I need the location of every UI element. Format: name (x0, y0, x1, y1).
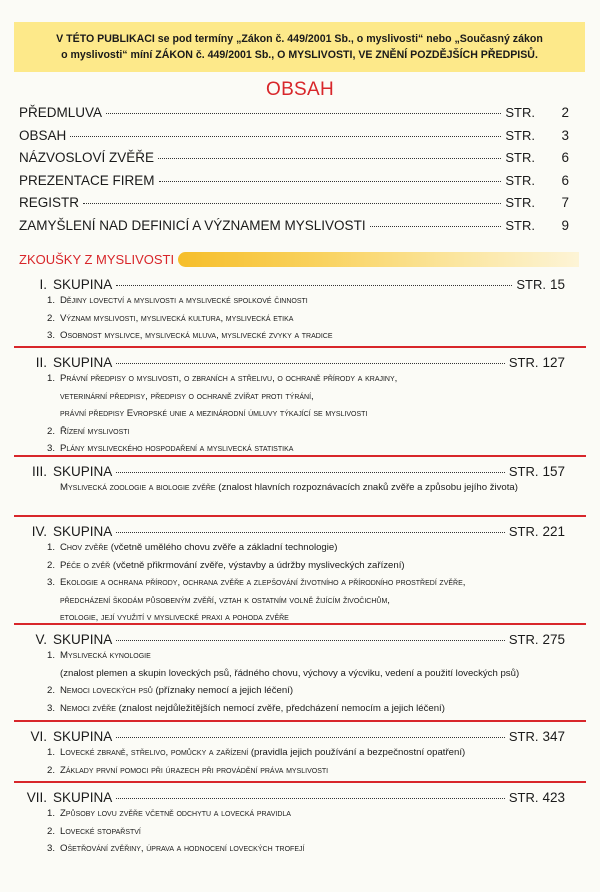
item-title: Nemoci loveckých psů (60, 685, 153, 696)
group-heading[interactable] (0, 464, 565, 479)
item-text (60, 423, 577, 441)
item-title: Ošetřování zvěřiny, úprava a hodnocení loveckých trofejí (60, 843, 305, 854)
group-separator (14, 720, 586, 722)
group-item (47, 405, 577, 423)
toc-entry-label: NÁZVOSLOVÍ ZVĚŘE (19, 150, 155, 165)
item-text (60, 592, 577, 610)
item-number (47, 405, 60, 423)
group-title: SKUPINA (53, 524, 113, 539)
toc-list (19, 105, 569, 240)
toc-entry[interactable] (19, 105, 569, 128)
page-prefix: STR. (505, 172, 535, 188)
item-number: 3. (47, 443, 56, 454)
toc-page-number: 2 (561, 105, 569, 120)
group-title: SKUPINA (53, 355, 113, 370)
item-title: Lovecké stopařství (60, 825, 141, 837)
item-note: (znalost plemen a skupin loveckých psů, řádného chovu, výchovy a výcviku, vedení a použití loveckých psů) (60, 667, 520, 679)
page-title: OBSAH (265, 79, 335, 100)
item-number (47, 388, 60, 406)
group-item (47, 327, 577, 345)
item-text (60, 388, 577, 406)
item-text (60, 327, 577, 345)
item-text (60, 370, 577, 388)
group-item (47, 292, 577, 310)
page-prefix: STR. (516, 277, 546, 292)
group-item (47, 370, 577, 388)
item-number (47, 479, 60, 497)
item-title: veterinární předpisy, předpisy o ochraně zvířat proti týrání, (60, 390, 314, 402)
item-title: Chov zvěře (60, 542, 109, 553)
toc-page-number: 3 (561, 127, 569, 143)
group-item (47, 805, 577, 823)
group-roman-numeral: IV. (31, 524, 47, 539)
item-number: 2. (47, 685, 56, 696)
item-title: Způsoby lovu zvěře včetně odchytu a lovecká pravidla (60, 808, 291, 819)
group-item (47, 682, 577, 700)
group-item (47, 539, 577, 557)
group-page-number: 275 (542, 632, 565, 647)
item-number: 2. (47, 764, 56, 776)
item-note: (včetně přikrmování zvěře, výstavby a údržby mysliveckých zařízení) (112, 559, 405, 571)
page-prefix: STR. (505, 195, 535, 210)
item-number: 1. (47, 542, 56, 553)
dot-leader (116, 363, 505, 364)
item-title: Řízení myslivosti (60, 425, 130, 437)
item-number (47, 609, 60, 627)
group-item (47, 574, 577, 592)
item-title: Nemoci zvěře (60, 702, 116, 714)
item-text (60, 557, 577, 575)
group-page-number: 221 (542, 524, 565, 539)
item-number: 3. (47, 330, 56, 341)
item-text (60, 647, 577, 665)
item-number: 2. (47, 825, 56, 837)
toc-page-number: 9 (561, 217, 569, 233)
group-separator (14, 346, 586, 348)
publication-notice (14, 22, 585, 72)
dot-leader (370, 226, 502, 227)
group-title: SKUPINA (53, 729, 113, 744)
dot-leader (116, 640, 505, 641)
item-text (60, 744, 577, 762)
item-title: Význam myslivosti, myslivecká kultura, myslivecká etika (60, 312, 294, 324)
item-number: 3. (47, 843, 56, 854)
item-note: (příznaky nemocí a jejich léčení) (155, 685, 294, 696)
item-title: Péče o zvěř (60, 559, 111, 571)
group-title: SKUPINA (53, 790, 113, 805)
group-roman-numeral: III. (31, 464, 47, 479)
item-title: Právní předpisy o myslivosti, o zbraních a střelivu, o ochraně přírody a krajiny, (60, 373, 398, 384)
group-roman-numeral: VII. (26, 790, 47, 805)
item-text (60, 700, 577, 718)
group-roman-numeral: II. (35, 355, 47, 370)
toc-entry-label: OBSAH (19, 127, 67, 143)
group-item (47, 700, 577, 718)
exam-section-title: ZKOUŠKY Z MYSLIVOSTI (19, 251, 175, 267)
item-title: Osobnost myslivce, myslivecká mluva, myslivecké zvyky a tradice (60, 330, 333, 341)
group-item (47, 388, 577, 406)
page-prefix: STR. (505, 105, 535, 120)
group-heading[interactable] (0, 524, 565, 539)
item-number: 1. (47, 295, 56, 306)
page-prefix: STR. (505, 150, 535, 165)
group-heading[interactable] (0, 277, 565, 292)
group-roman-numeral: VI. (30, 729, 47, 744)
item-title: Myslivecká zoologie a biologie zvěře (60, 482, 216, 493)
item-title: Myslivecká kynologie (60, 650, 151, 661)
group-separator (14, 515, 586, 517)
notice-line-2: o myslivosti“ míní ZÁKON č. 449/2001 Sb., O MYSLIVOSTI, VE ZNĚNÍ POZDĚJŠÍCH PŘEDPISŮ. (61, 49, 538, 61)
item-number: 1. (47, 650, 56, 661)
group-items (47, 539, 577, 627)
group-title: SKUPINA (53, 277, 113, 292)
group-heading[interactable] (0, 729, 565, 744)
item-text (60, 292, 577, 310)
group-page-number: 423 (542, 790, 565, 805)
page-prefix: STR. (508, 790, 539, 805)
group-item (47, 479, 577, 497)
item-text (60, 539, 577, 557)
group-heading[interactable] (0, 790, 565, 805)
item-number: 3. (47, 577, 56, 588)
item-number: 2. (47, 559, 56, 571)
page-prefix: STR. (508, 729, 539, 744)
group-item (47, 840, 577, 858)
item-text (60, 405, 577, 423)
dot-leader (83, 203, 501, 204)
item-number: 1. (47, 808, 56, 819)
item-number (47, 592, 60, 610)
toc-entry-label: PŘEDMLUVA (19, 105, 103, 120)
item-text (60, 310, 577, 328)
item-number: 1. (47, 747, 56, 758)
page-prefix: STR. (508, 524, 539, 539)
dot-leader (116, 798, 505, 799)
toc-entry[interactable] (19, 128, 569, 151)
notice-line-1: V TÉTO PUBLIKACI se pod termíny „Zákon č. 449/2001 Sb., o myslivosti“ nebo „Současný zákon (56, 33, 543, 45)
item-title: Plány mysliveckého hospodaření a myslivecká statistika (60, 443, 294, 454)
dot-leader (116, 472, 505, 473)
group-item (47, 592, 577, 610)
group-items (47, 805, 577, 858)
dot-leader (159, 181, 502, 182)
toc-page-number: 7 (561, 195, 569, 210)
toc-entry-label: REGISTR (19, 195, 80, 210)
exam-highlight-bar (178, 252, 579, 267)
item-note: (včetně umělého chovu zvěře a základní technologie) (110, 542, 338, 553)
item-text (60, 823, 577, 841)
group-title: SKUPINA (53, 632, 113, 647)
group-item (47, 440, 577, 458)
toc-entry[interactable] (19, 173, 569, 196)
page-prefix: STR. (508, 464, 539, 479)
item-title: Základy první pomoci při úrazech při provádění práva myslivosti (60, 764, 329, 776)
group-title: SKUPINA (53, 464, 113, 479)
item-number: 3. (47, 702, 56, 714)
item-text (60, 574, 577, 592)
item-text (60, 762, 577, 780)
group-heading[interactable] (0, 632, 565, 647)
group-item (47, 762, 577, 780)
group-heading[interactable] (0, 355, 565, 370)
group-page-number: 157 (542, 464, 565, 479)
item-text (60, 840, 577, 858)
item-title: právní předpisy Evropské unie a mezinárodní úmluvy týkající se myslivosti (60, 408, 368, 419)
group-item (47, 423, 577, 441)
item-text (60, 682, 577, 700)
dot-leader (116, 737, 505, 738)
group-separator (14, 781, 586, 783)
group-item (47, 310, 577, 328)
dot-leader (116, 285, 512, 286)
dot-leader (158, 158, 501, 159)
group-item (47, 647, 577, 665)
group-page-number: 127 (542, 355, 565, 370)
group-page-number: 347 (542, 729, 565, 744)
dot-leader (116, 532, 505, 533)
toc-entry-label: ZAMYŠLENÍ NAD DEFINICÍ A VÝZNAMEM MYSLIVOSTI (19, 217, 366, 233)
toc-page-number: 6 (561, 150, 569, 165)
group-roman-numeral: I. (39, 277, 47, 292)
group-items (47, 292, 577, 345)
item-text (60, 609, 577, 627)
item-note: (znalost nejdůležitějších nemocí zvěře, předcházení nemocím a jejich léčení) (118, 702, 445, 714)
exam-section-header (19, 249, 579, 269)
toc-entry[interactable] (19, 150, 569, 173)
item-title: Lovecké zbraně, střelivo, pomůcky a zařízení (60, 747, 249, 758)
group-items (47, 744, 577, 779)
toc-entry[interactable] (19, 195, 569, 218)
group-item (47, 557, 577, 575)
dot-leader (70, 136, 501, 137)
item-note: (znalost hlavních rozpoznávacích znaků zvěře a způsobu jejího života) (218, 482, 518, 493)
item-text (60, 805, 577, 823)
toc-page-number: 6 (561, 172, 569, 188)
group-item (47, 609, 577, 627)
group-items (47, 370, 577, 458)
item-title: Dějiny lovectví a myslivosti a myslivecké spolkové činnosti (60, 295, 308, 306)
item-text (60, 440, 577, 458)
group-items (47, 479, 577, 497)
item-number: 1. (47, 373, 56, 384)
group-page-number: 15 (549, 277, 565, 292)
page-prefix: STR. (505, 217, 535, 233)
item-note: (pravidla jejich používání a bezpečnostní opatření) (250, 747, 466, 758)
page-prefix: STR. (508, 632, 539, 647)
page-prefix: STR. (505, 127, 535, 143)
group-item (47, 823, 577, 841)
item-title: etologie, její využití v myslivecké praxi a pohoda zvěře (60, 612, 289, 623)
group-item (47, 744, 577, 762)
item-number: 2. (47, 312, 56, 324)
toc-entry-label: PREZENTACE FIREM (19, 172, 155, 188)
dot-leader (106, 113, 501, 114)
item-number: 2. (47, 425, 56, 437)
group-items (47, 647, 577, 717)
item-title: předcházení škodám působeným zvěří, vztah k ostatním volně žijícím živočichům, (60, 594, 390, 606)
page-prefix: STR. (508, 355, 539, 370)
item-text (60, 479, 577, 497)
toc-entry[interactable] (19, 218, 569, 241)
item-title: Ekologie a ochrana přírody, ochrana zvěře a zlepšování životního a přírodního prostředí zvěře, (60, 577, 466, 588)
group-roman-numeral: V. (35, 632, 47, 647)
